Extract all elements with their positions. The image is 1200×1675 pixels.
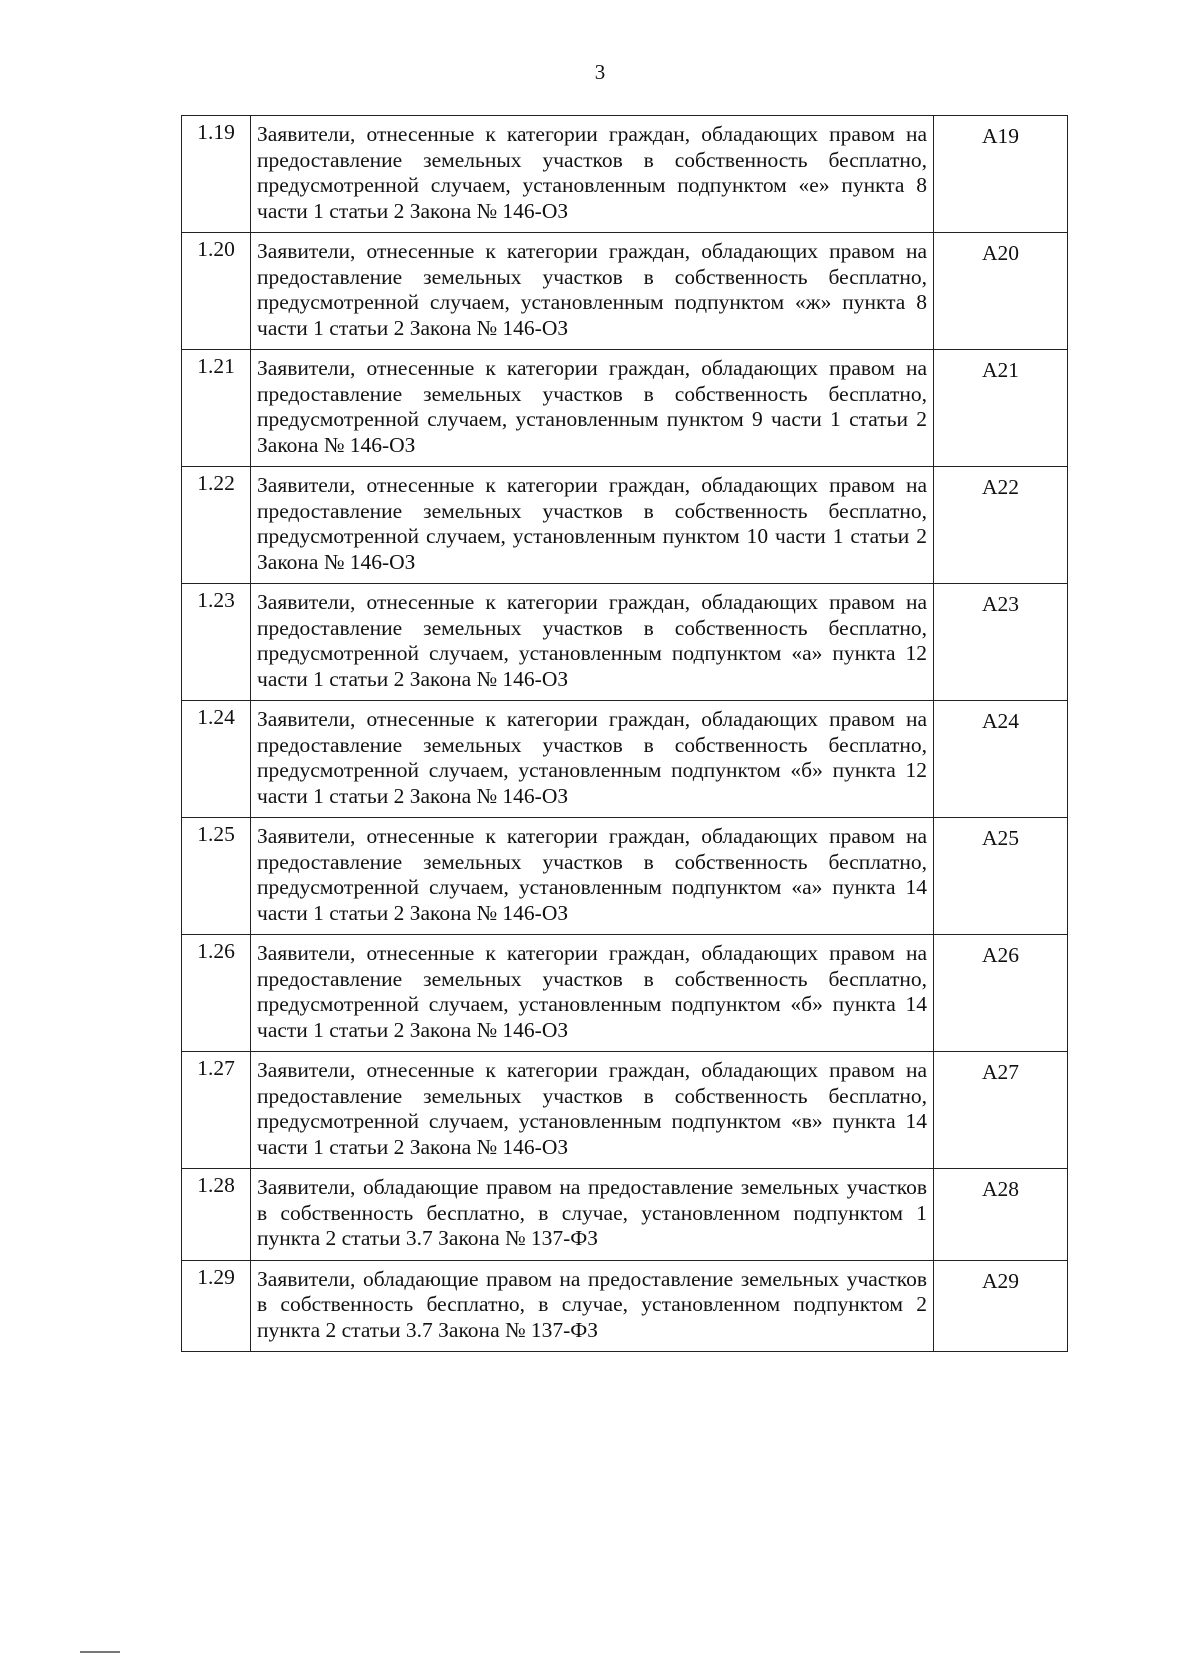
row-number: 1.29 <box>182 1260 251 1352</box>
row-description: Заявители, отнесенные к категории граждан, обладающих правом на предоставление земельных участков в собственность бесплатно, предусмотренной случаем, установленным подпунктом «е» пункта 8 части 1 статьи 2 Закона № 146-ОЗ <box>251 116 934 233</box>
table-row <box>182 935 1068 1052</box>
row-number: 1.26 <box>182 935 251 1052</box>
row-number: 1.21 <box>182 350 251 467</box>
row-code: А22 <box>934 467 1068 584</box>
row-code: А23 <box>934 584 1068 701</box>
row-number: 1.19 <box>182 116 251 233</box>
row-code: А27 <box>934 1052 1068 1169</box>
table-row <box>182 467 1068 584</box>
table-row <box>182 1260 1068 1352</box>
table-row <box>182 116 1068 233</box>
row-number: 1.28 <box>182 1169 251 1261</box>
row-description: Заявители, отнесенные к категории граждан, обладающих правом на предоставление земельных участков в собственность бесплатно, предусмотренной случаем, установленным подпунктом «ж» пункта 8 части 1 статьи 2 Закона № 146-ОЗ <box>251 233 934 350</box>
scan-artifact <box>80 1651 120 1653</box>
row-description: Заявители, отнесенные к категории граждан, обладающих правом на предоставление земельных участков в собственность бесплатно, предусмотренной случаем, установленным пунктом 10 части 1 статьи 2 Закона № 146-ОЗ <box>251 467 934 584</box>
row-code: А28 <box>934 1169 1068 1261</box>
row-description: Заявители, отнесенные к категории граждан, обладающих правом на предоставление земельных участков в собственность бесплатно, предусмотренной случаем, установленным подпунктом «в» пункта 14 части 1 статьи 2 Закона № 146-ОЗ <box>251 1052 934 1169</box>
table-row <box>182 818 1068 935</box>
row-number: 1.20 <box>182 233 251 350</box>
row-code: А29 <box>934 1260 1068 1352</box>
row-code: А24 <box>934 701 1068 818</box>
row-description: Заявители, обладающие правом на предоставление земельных участков в собственность бесплатно, в случае, установленном подпунктом 2 пункта 2 статьи 3.7 Закона № 137-ФЗ <box>251 1260 934 1352</box>
applicant-category-table <box>181 115 1068 1352</box>
row-number: 1.25 <box>182 818 251 935</box>
row-description: Заявители, отнесенные к категории граждан, обладающих правом на предоставление земельных участков в собственность бесплатно, предусмотренной случаем, установленным подпунктом «а» пункта 12 части 1 статьи 2 Закона № 146-ОЗ <box>251 584 934 701</box>
page-number: 3 <box>594 60 606 84</box>
table-row <box>182 1052 1068 1169</box>
table-row <box>182 350 1068 467</box>
row-number: 1.22 <box>182 467 251 584</box>
row-code: А19 <box>934 116 1068 233</box>
row-code: А21 <box>934 350 1068 467</box>
row-number: 1.27 <box>182 1052 251 1169</box>
row-code: А20 <box>934 233 1068 350</box>
row-code: А25 <box>934 818 1068 935</box>
row-code: А26 <box>934 935 1068 1052</box>
row-description: Заявители, отнесенные к категории граждан, обладающих правом на предоставление земельных участков в собственность бесплатно, предусмотренной случаем, установленным пунктом 9 части 1 статьи 2 Закона № 146-ОЗ <box>251 350 934 467</box>
row-number: 1.24 <box>182 701 251 818</box>
table-row <box>182 233 1068 350</box>
row-number: 1.23 <box>182 584 251 701</box>
row-description: Заявители, отнесенные к категории граждан, обладающих правом на предоставление земельных участков в собственность бесплатно, предусмотренной случаем, установленным подпунктом «б» пункта 12 части 1 статьи 2 Закона № 146-ОЗ <box>251 701 934 818</box>
table-row <box>182 584 1068 701</box>
table-row <box>182 1169 1068 1261</box>
table-row <box>182 701 1068 818</box>
row-description: Заявители, отнесенные к категории граждан, обладающих правом на предоставление земельных участков в собственность бесплатно, предусмотренной случаем, установленным подпунктом «б» пункта 14 части 1 статьи 2 Закона № 146-ОЗ <box>251 935 934 1052</box>
row-description: Заявители, обладающие правом на предоставление земельных участков в собственность бесплатно, в случае, установленном подпунктом 1 пункта 2 статьи 3.7 Закона № 137-ФЗ <box>251 1169 934 1261</box>
row-description: Заявители, отнесенные к категории граждан, обладающих правом на предоставление земельных участков в собственность бесплатно, предусмотренной случаем, установленным подпунктом «а» пункта 14 части 1 статьи 2 Закона № 146-ОЗ <box>251 818 934 935</box>
